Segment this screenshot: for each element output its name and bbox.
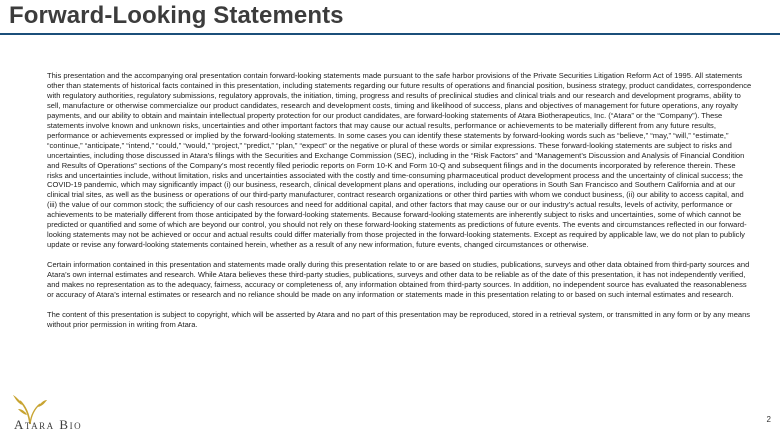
- forward-looking-paragraph: This presentation and the accompanying oral presentation contain forward-looking statements made pursuant to the safe harbor provisions of the Private Securities Litigation Reform Act of 1995. All statements other than statements of historical facts contained in this presentation, including statements regarding our future results of operations and financial position, business strategy, product candidates, correspondence with regulatory authorities, regulatory submissions, regulatory approvals, the initiation, timing, progress and results of preclinical studies and clinical trials and our research and development programs, ability to sell, manufacture or otherwise commercialize our product candidates, research and development costs, timing and likelihood of success, plans and objectives of management for future operations, any royalty payments, and our ability to obtain and maintain intellectual property protection for our product candidates, are forward-looking statements of Atara Biotherapeutics, Inc. (“Atara” or the “Company”). These statements involve known and unknown risks, uncertainties and other important factors that may cause our actual results, performance or achievements to be materially different from any future results, performance or achievements expressed or implied by the forward-looking statements. In some cases you can identify these statements by forward-looking words such as “believe,” “may,” “will,” “estimate,” “continue,” “anticipate,” “intend,” “could,” “would,” “project,” “predict,” “plan,” “expect” or the negative or plural of these words or similar expressions. These forward-looking statements are subject to risks and uncertainties, including those discussed in Atara’s filings with the Securities and Exchange Commission (SEC), including in the “Risk Factors” and “Management’s Discussion and Analysis of Financial Condition and Results of Operations” sections of the Company’s most recently filed periodic reports on Form 10-K and Form 10-Q and subsequent filings and in the documents incorporated by reference therein. These risks and uncertainties include, without limitation, risks and uncertainties associated with the costly and time-consuming pharmaceutical product development process and the uncertainty of clinical success; the COVID-19 pandemic, which may significantly impact (i) our business, research, clinical development plans and operations, including our operations in South San Francisco and Southern California and at our clinical trial sites, as well as the business or operations of our third-party manufacturer, contract research organizations or other third parties with whom we conduct business, (ii) our ability to access capital, and (iii) the value of our common stock; the sufficiency of our cash resources and need for additional capital, and other factors that may cause our or our industry’s actual results, levels of activity, performance or achievements to be materially different from those anticipated by the forward-looking statements. Because forward-looking statements are inherently subject to risks and uncertainties, some of which cannot be predicted or quantified and some of which are beyond our control, you should not rely on these forward-looking statements as predictions of future events. The events and circumstances reflected in our forward-looking statements may not be achieved or occur and actual results could differ materially from those projected in the forward-looking statements. Except as required by applicable law, we do not plan to publicly update or revise any forward-looking statements contained herein, whether as a result of any new information, future events, changed circumstances or otherwise.: [47, 71, 752, 250]
- atara-bio-logo-text: Atara Bio: [14, 417, 83, 432]
- third-party-data-paragraph: Certain information contained in this presentation and statements made orally during this presentation relate to or are based on studies, publications, surveys and other data obtained from third-party sources and Atara’s own internal estimates and research. While Atara believes these third-party studies, publications, surveys and other data to be reliable as of the date of this presentation, it has not independently verified, and makes no representation as to the adequacy, fairness, accuracy or completeness of, any information obtained from third-party sources. In addition, no independent source has evaluated the reasonableness or accuracy of Atara’s internal estimates or research and no reliance should be made on any information or statements made in this presentation relating to or based on such internal estimates and research.: [47, 260, 750, 299]
- disclaimer-body: [47, 71, 753, 340]
- page-number: 2: [766, 415, 771, 424]
- title-divider: [0, 33, 780, 35]
- slide-title: Forward-Looking Statements: [9, 2, 344, 29]
- copyright-paragraph: The content of this presentation is subject to copyright, which will be asserted by Atara and no part of this presentation may be reproduced, stored in a retrieval system, or transmitted in any form or by any means without prior permission in writing from Atara.: [47, 309, 751, 329]
